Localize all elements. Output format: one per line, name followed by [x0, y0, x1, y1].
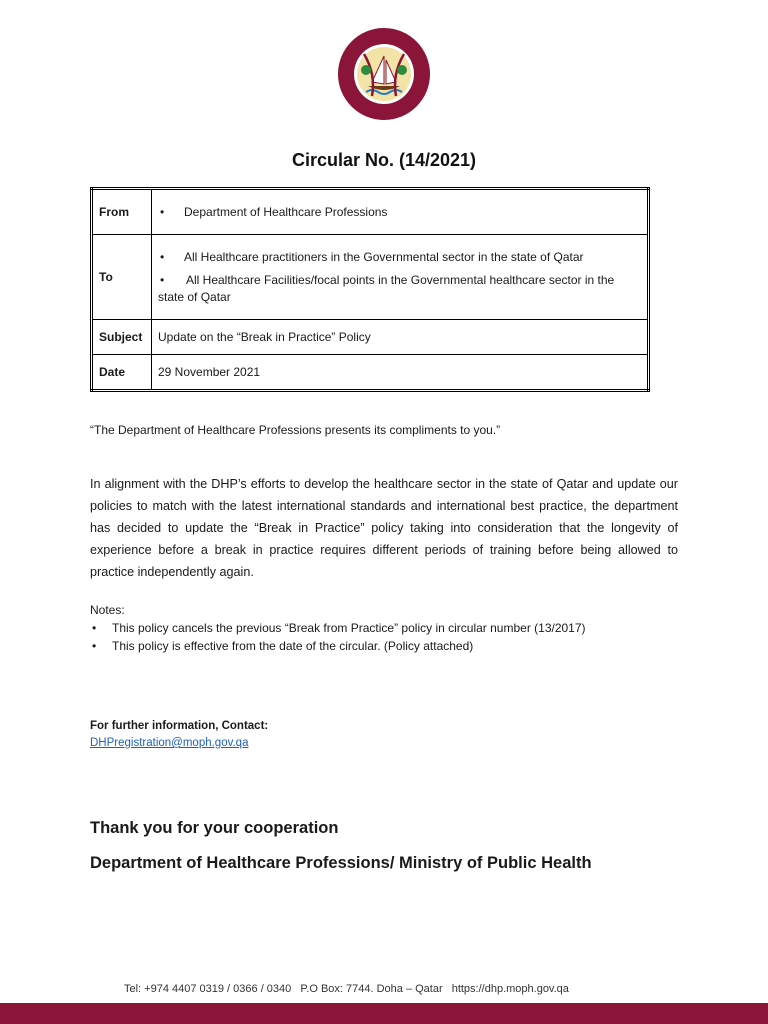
from-value: Department of Healthcare Professions [184, 204, 388, 219]
body-paragraph: In alignment with the DHP’s efforts to develop the healthcare sector in the state of Qatar and update our policies to match with the latest international standards and international best practice, the department has decided to update the “Break in Practice” policy taking into consideration that the longevity of experience before a break in practice requires different periods of training before being allowed to practice independently again. [90, 477, 678, 579]
circular-title: Circular No. (14/2021) [291, 150, 477, 170]
bullet-icon: • [160, 249, 165, 264]
contact-email-link[interactable]: DHPregistration@moph.gov.qa [90, 737, 249, 749]
footer-website[interactable]: https://dhp.moph.gov.qa [451, 983, 569, 995]
department-signature: Department of Healthcare Professions/ Ministry of Public Health [90, 854, 592, 872]
bullet-icon: • [160, 204, 165, 219]
notes-list [90, 619, 690, 655]
contact-label: For further information, Contact: [90, 720, 269, 732]
table-row-date [92, 355, 649, 391]
bullet-icon: • [160, 272, 165, 287]
date-label: Date [92, 355, 152, 391]
from-label: From [92, 189, 152, 235]
to-item [158, 249, 641, 266]
state-of-qatar-logo [336, 26, 432, 122]
to-label: To [92, 235, 152, 320]
to-item-text: All Healthcare Facilities/focal points in the Governmental healthcare sector in the state of Qatar [158, 272, 615, 304]
date-value: 29 November 2021 [152, 355, 649, 391]
footer-tel: Tel: +974 4407 0319 / 0366 / 0340 [124, 983, 292, 995]
table-row-subject [92, 320, 649, 355]
to-item [158, 272, 641, 306]
table-row-to [92, 235, 649, 320]
table-row-from [92, 189, 649, 235]
to-item-text: All Healthcare practitioners in the Governmental sector in the state of Qatar [184, 249, 584, 264]
to-cell [152, 235, 649, 320]
list-item: • This policy is effective from the date of the circular. (Policy attached) [90, 637, 690, 655]
subject-label: Subject [92, 320, 152, 355]
thanks-heading: Thank you for your cooperation [90, 819, 339, 837]
notes-heading: Notes: [90, 603, 125, 617]
compliments-text: “The Department of Healthcare Professions presents its compliments to you.” [90, 423, 501, 437]
footer-po-box: P.O Box: 7744. Doha – Qatar [300, 983, 443, 995]
list-item: • This policy cancels the previous “Break from Practice” policy in circular number (13/2017) [90, 619, 690, 637]
from-cell [152, 189, 649, 235]
footer-contact [124, 983, 575, 995]
subject-value: Update on the “Break in Practice” Policy [152, 320, 649, 355]
circular-info-table [90, 187, 650, 392]
emblem-icon [336, 26, 432, 122]
footer-bar [0, 1003, 768, 1024]
notes-section [90, 601, 690, 655]
